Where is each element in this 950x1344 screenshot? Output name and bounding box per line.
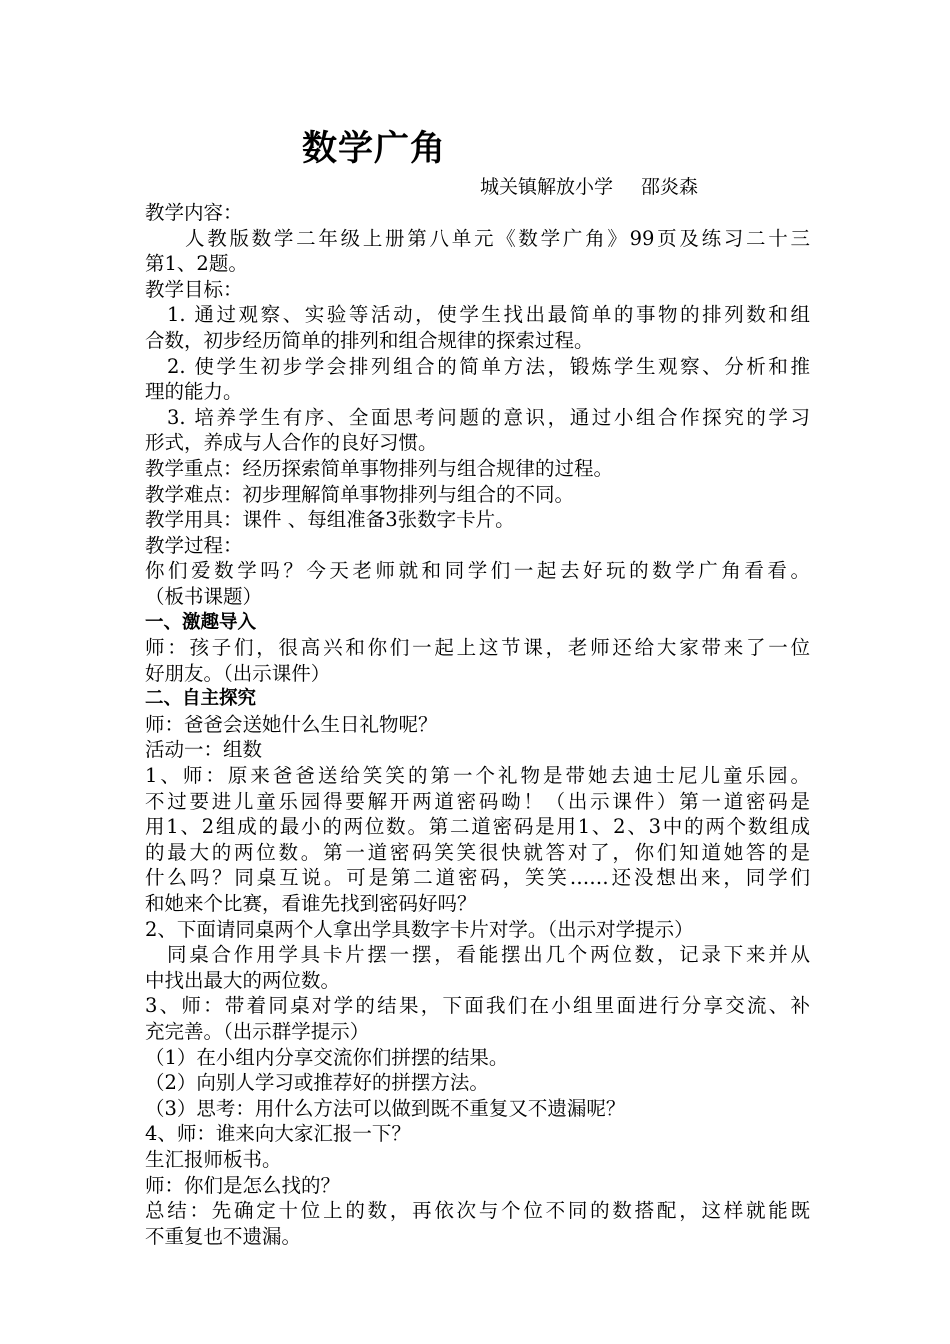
section-label: 教学过程： xyxy=(145,533,243,557)
paragraph-line: 1、师：原来爸爸送给笑笑的第一个礼物是带她去迪士尼儿童乐园。 xyxy=(145,764,810,788)
goal-item: 合数，初步经历简单的排列和组合规律的探索过程。 xyxy=(145,328,594,352)
paragraph-line: 人教版数学二年级上册第八单元《数学广角》99页及练习二十三 xyxy=(185,226,810,250)
goal-item: 形式，养成与人合作的良好习惯。 xyxy=(145,431,438,455)
key-point: 教学重点：经历探索简单事物排列与组合规律的过程。 xyxy=(145,456,614,480)
paragraph-line: 好朋友。（出示课件） xyxy=(145,661,331,685)
paragraph-line: 师：你们是怎么找的？ xyxy=(145,1173,341,1197)
document-title: 数学广角 xyxy=(302,129,447,169)
paragraph-line: 3、师：带着同桌对学的结果，下面我们在小组里面进行分享交流、补 xyxy=(145,994,810,1018)
materials: 教学用具：课件 、每组准备3张数字卡片。 xyxy=(145,508,515,532)
list-item: （2）向别人学习或推荐好的拼摆方法。 xyxy=(145,1071,489,1095)
goal-item: 3. 培养学生有序、全面思考问题的意识，通过小组合作探究的学习 xyxy=(167,405,810,429)
teacher-name: 邵炎森 xyxy=(641,176,699,198)
paragraph-line: 生汇报师板书。 xyxy=(145,1147,282,1171)
section-heading: 一、激趣导入 xyxy=(145,611,257,633)
paragraph-line: 师：爸爸会送她什么生日礼物呢？ xyxy=(145,712,438,736)
paragraph-line: 充完善。（出示群学提示） xyxy=(145,1020,370,1043)
paragraph-line: （板书课题） xyxy=(145,584,263,608)
goal-item: 2. 使学生初步学会排列组合的简单方法，锻炼学生观察、分析和推 xyxy=(167,354,810,378)
goal-item: 1. 通过观察、实验等活动，使学生找出最简单的事物的排列数和组 xyxy=(167,303,810,327)
section-label: 教学目标： xyxy=(145,277,243,301)
difficulty: 教学难点：初步理解简单事物排列与组合的不同。 xyxy=(145,482,575,506)
lesson-body xyxy=(145,200,810,1249)
paragraph-line: 第1、2题。 xyxy=(145,252,248,276)
paragraph-line: 的最大的两位数。第一道密码笑笑很快就答对了，你们知道她答的是 xyxy=(145,840,810,864)
summary-line: 不重复也不遗漏。 xyxy=(145,1224,302,1248)
paragraph-line: 什么吗？同桌互说。可是第二道密码，笑笑……还没想出来，同学们 xyxy=(145,866,810,890)
section-label: 教学内容： xyxy=(145,201,243,224)
author-line xyxy=(480,175,698,199)
paragraph-line: 师：孩子们，很高兴和你们一起上这节课，老师还给大家带来了一位 xyxy=(145,636,810,660)
list-item: （3）思考：用什么方法可以做到既不重复又不遗漏呢？ xyxy=(145,1096,626,1120)
paragraph-line: 4、师：谁来向大家汇报一下？ xyxy=(145,1122,411,1146)
summary-line: 总结：先确定十位上的数，再依次与个位不同的数搭配，这样就能既 xyxy=(145,1199,810,1223)
paragraph-line: 2、下面请同桌两个人拿出学具数字卡片对学。（出示对学提示） xyxy=(145,917,694,941)
section-heading: 二、自主探究 xyxy=(145,688,257,710)
paragraph-line: 用1、2组成的最小的两位数。第二道密码是用1、2、3中的两个数组成 xyxy=(145,815,810,839)
school-name: 城关镇解放小学 xyxy=(480,176,614,198)
paragraph-line: 中找出最大的两位数。 xyxy=(145,968,341,992)
paragraph-line: 和她来个比赛，看谁先找到密码好吗？ xyxy=(145,892,477,916)
list-item: （1）在小组内分享交流你们拼摆的结果。 xyxy=(145,1045,509,1069)
paragraph-line: 不过要进儿童乐园得要解开两道密码呦！（出示课件）第一道密码是 xyxy=(145,789,810,813)
activity-label: 活动一：组数 xyxy=(145,738,263,762)
goal-item: 理的能力。 xyxy=(145,380,243,404)
paragraph-line: 同桌合作用学具卡片摆一摆，看能摆出几个两位数，记录下来并从 xyxy=(167,943,810,967)
paragraph-line: 你们爱数学吗？今天老师就和同学们一起去好玩的数学广角看看。 xyxy=(145,559,810,583)
